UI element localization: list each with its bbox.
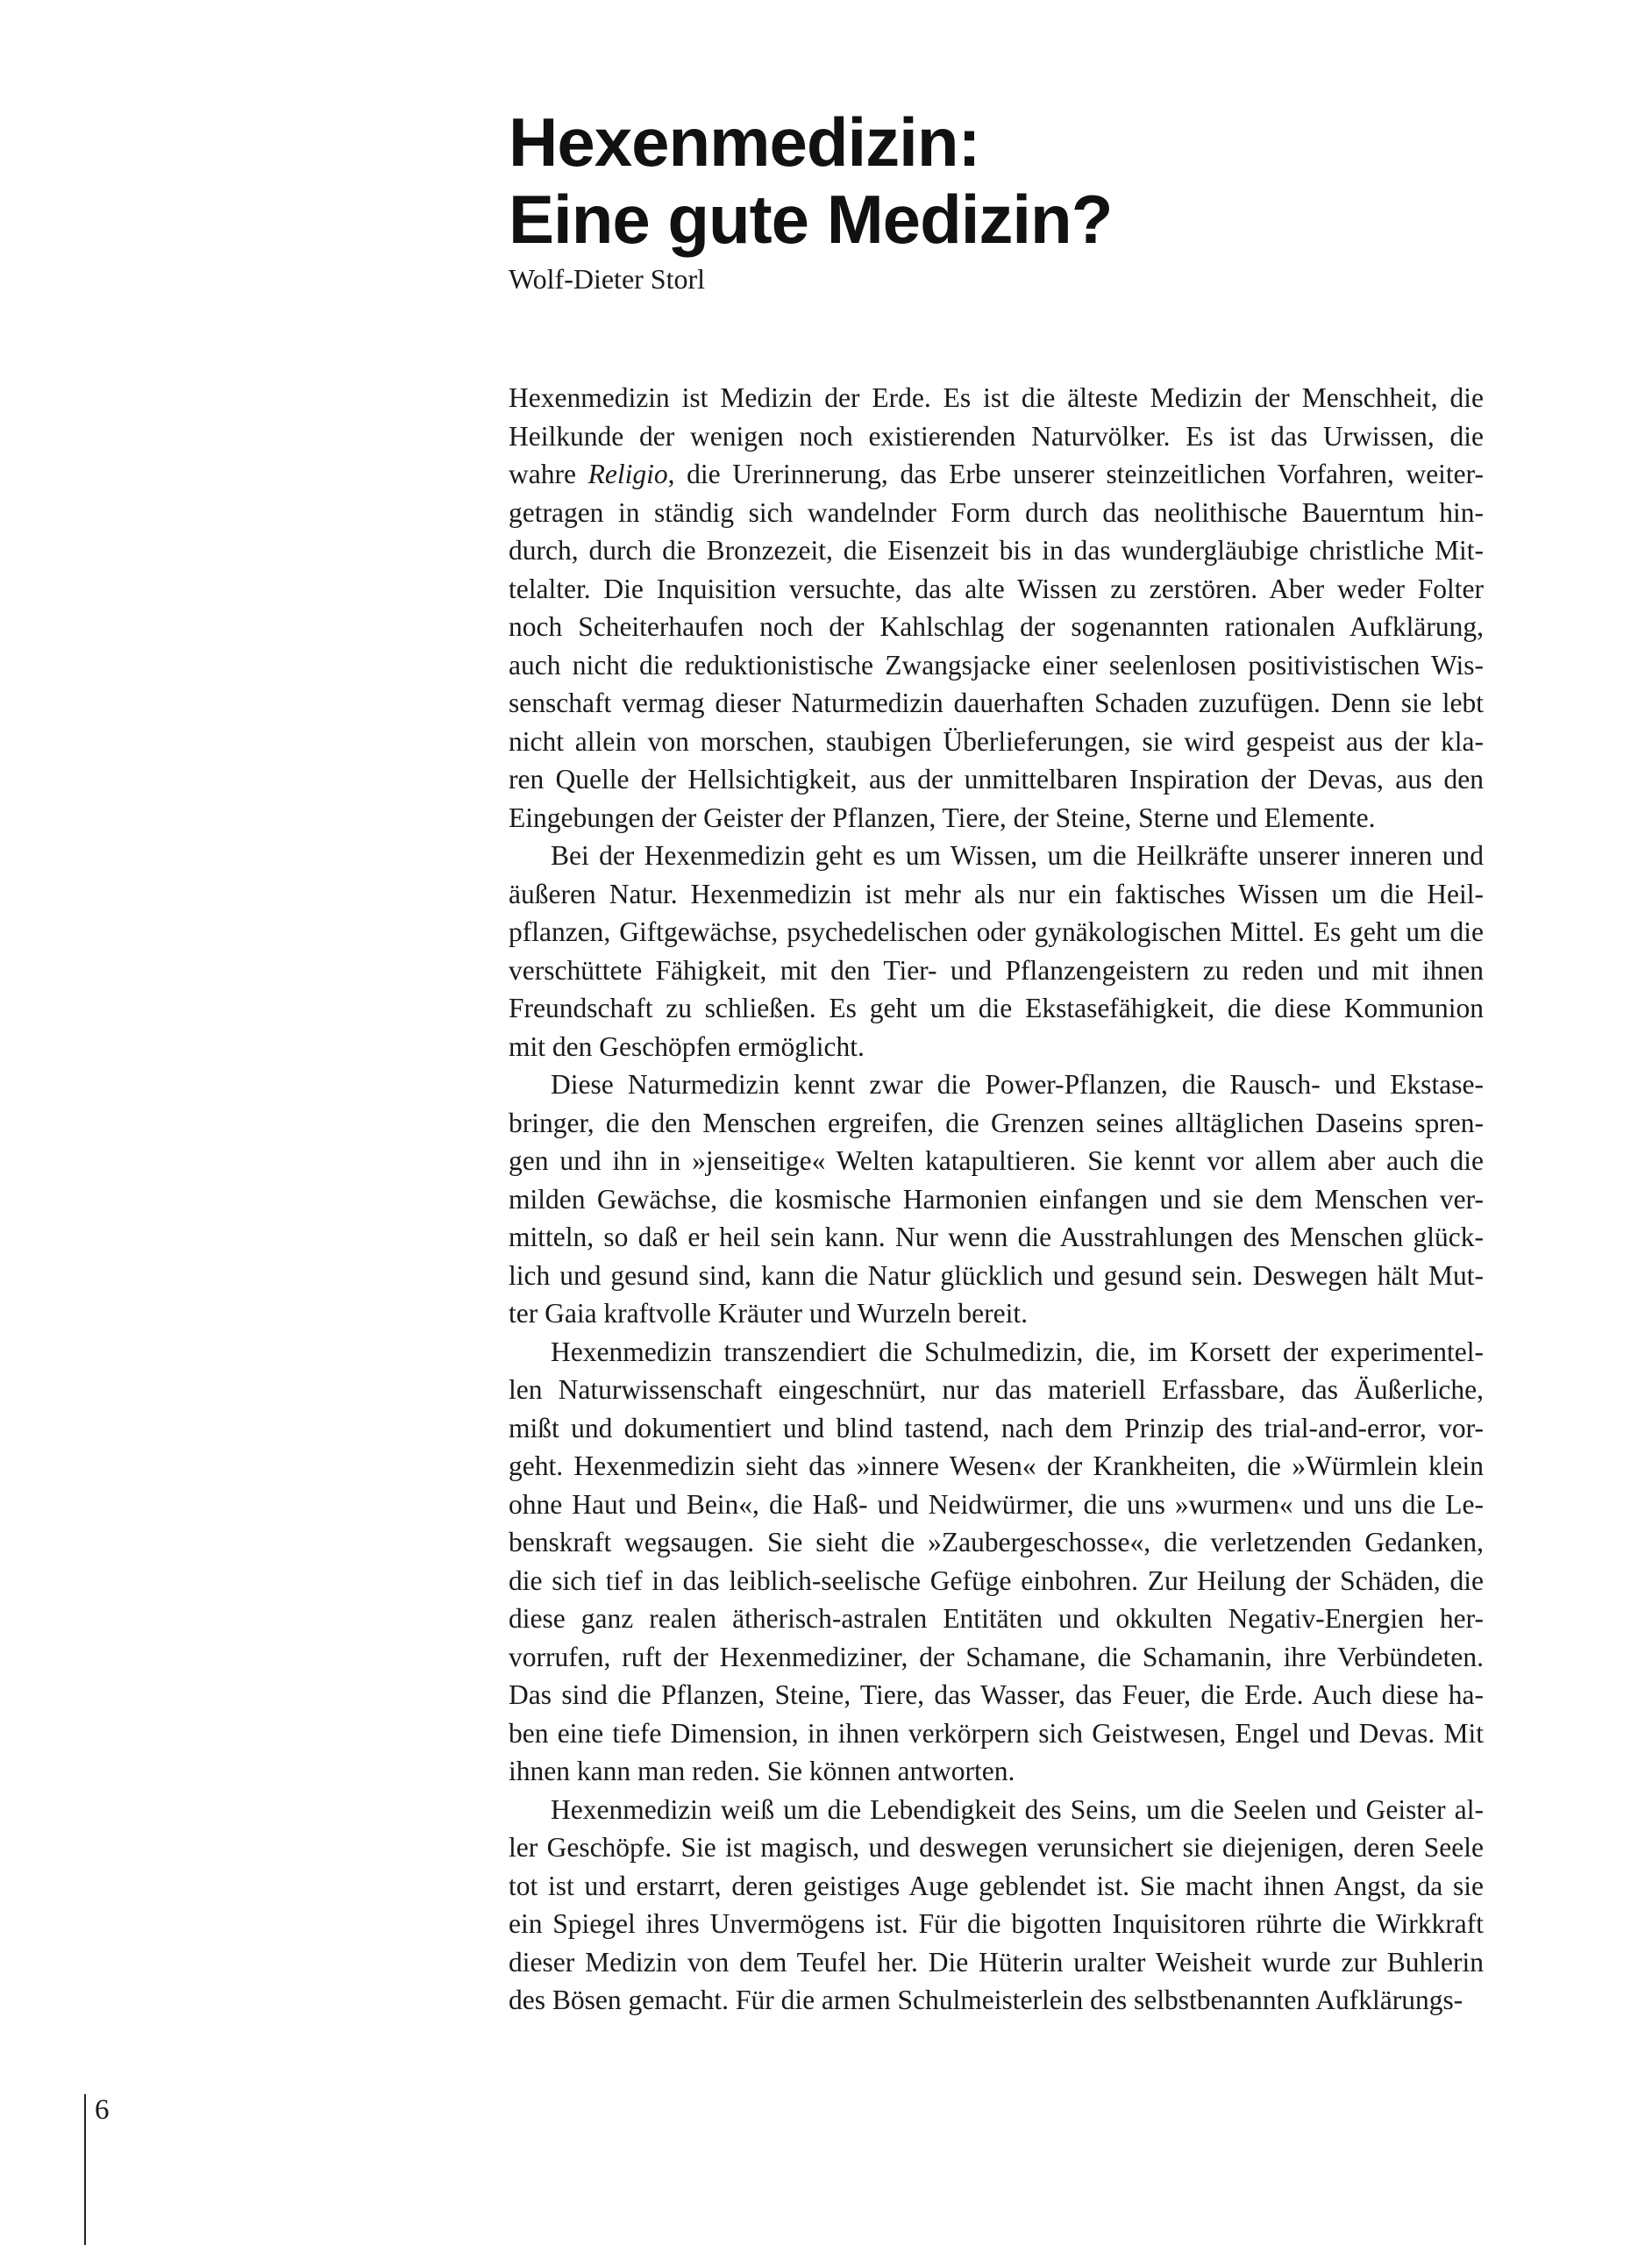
text-line: diese ganz realen ätherisch-astralen Entitäten und okkulten Negativ-Energien her- bbox=[509, 1603, 1484, 1634]
text-line: len Naturwissenschaft eingeschnürt, nur das materiell Erfassbare, das Äußerliche, bbox=[509, 1374, 1484, 1405]
text-line: des Bösen gemacht. Für die armen Schulmeisterlein des selbstbenannten Aufklärungs- bbox=[509, 1985, 1463, 2015]
text-line: benskraft wegsaugen. Sie sieht die »Zaubergeschosse«, die verletzenden Gedanken, bbox=[509, 1527, 1484, 1557]
title-line-2: Eine gute Medizin? bbox=[509, 181, 1113, 258]
author-name: Wolf-Dieter Storl bbox=[509, 263, 706, 295]
text-line: senschaft vermag dieser Naturmedizin dauerhaften Schaden zuzufügen. Denn sie lebt bbox=[509, 688, 1484, 718]
text-line: Freundschaft zu schließen. Es geht um die Ekstasefähigkeit, die diese Kommunion bbox=[509, 993, 1484, 1023]
article-title bbox=[509, 103, 1517, 258]
text-line: verschüttete Fähigkeit, mit den Tier- und Pflanzengeistern zu reden und mit ihnen bbox=[509, 954, 1484, 986]
text-line: gen und ihn in »jenseitige« Welten katapultieren. Sie kennt vor allem aber auch die bbox=[509, 1145, 1484, 1176]
text-line: ben eine tiefe Dimension, in ihnen verkörpern sich Geistwesen, Engel und Devas. Mit bbox=[509, 1717, 1484, 1749]
paragraph bbox=[509, 1791, 1484, 2020]
text-line: lich und gesund sind, kann die Natur glücklich und gesund sein. Deswegen hält Mut- bbox=[509, 1259, 1484, 1291]
text-line: Das sind die Pflanzen, Steine, Tiere, das Wasser, das Feuer, die Erde. Auch diese ha- bbox=[509, 1679, 1484, 1710]
text-line: tot ist und erstarrt, deren geistiges Auge geblendet ist. Sie macht ihnen Angst, da sie bbox=[509, 1870, 1484, 1901]
text-line: Hexenmedizin transzendiert die Schulmedizin, die, im Korsett der experimentel- bbox=[551, 1336, 1484, 1367]
text-line: bringer, die den Menschen ergreifen, die Grenzen seines alltäglichen Daseins spren- bbox=[509, 1107, 1484, 1138]
text-line: noch Scheiterhaufen noch der Kahlschlag der sogenannten rationalen Aufklärung, bbox=[509, 611, 1484, 642]
text-line: Bei der Hexenmedizin geht es um Wissen, um die Heilkräfte unserer inneren und bbox=[551, 840, 1484, 871]
text-line: ler Geschöpfe. Sie ist magisch, und deswegen verunsichert sie diejenigen, deren Seele bbox=[509, 1832, 1484, 1863]
paragraph bbox=[509, 379, 1484, 837]
text-line: Diese Naturmedizin kennt zwar die Power-Pflanzen, die Rausch- und Ekstase- bbox=[551, 1069, 1484, 1100]
text-line: pflanzen, Giftgewächse, psychedelischen oder gynäkologischen Mittel. Es geht um die bbox=[509, 916, 1484, 947]
text-line: Heilkunde der wenigen noch existierenden Naturvölker. Es ist das Urwissen, die bbox=[509, 420, 1484, 452]
page-number: 6 bbox=[95, 2094, 110, 2126]
text-line: mitteln, so daß er heil sein kann. Nur wenn die Ausstrahlungen des Menschen glück- bbox=[509, 1222, 1484, 1252]
text-line: vorrufen, ruft der Hexenmediziner, der Schamane, die Schamanin, ihre Verbündeten. bbox=[509, 1641, 1484, 1672]
page-margin-rule bbox=[84, 2094, 86, 2245]
article-body bbox=[509, 379, 1484, 2020]
text-line: mißt und dokumentiert und blind tastend, nach dem Prinzip des trial-and-error, vor- bbox=[509, 1412, 1484, 1443]
text-line: nicht allein von morschen, staubigen Überlieferungen, sie wird gespeist aus der kla- bbox=[509, 725, 1484, 757]
text-line: auch nicht die reduktionistische Zwangsjacke einer seelenlosen positivistischen Wis- bbox=[509, 649, 1484, 681]
text-line: milden Gewächse, die kosmische Harmonien einfangen und sie dem Menschen ver- bbox=[509, 1183, 1484, 1215]
text-line: ihnen kann man reden. Sie können antworten. bbox=[509, 1756, 1015, 1786]
text-line: die sich tief in das leiblich-seelische Gefüge einbohren. Zur Heilung der Schäden, die bbox=[509, 1564, 1484, 1596]
paragraph bbox=[509, 1333, 1484, 1791]
text-line: telalter. Die Inquisition versuchte, das alte Wissen zu zerstören. Aber weder Folter bbox=[509, 573, 1484, 604]
text-line: äußeren Natur. Hexenmedizin ist mehr als nur ein faktisches Wissen um die Heil- bbox=[509, 878, 1484, 909]
italic-term: Religio bbox=[587, 459, 668, 489]
text-line: getragen in ständig sich wandelnder Form durch das neolithische Bauerntum hin- bbox=[509, 496, 1484, 528]
text-line: Hexenmedizin weiß um die Lebendigkeit des Seins, um die Seelen und Geister al- bbox=[551, 1793, 1484, 1825]
text-line: dieser Medizin von dem Teufel her. Die Hüterin uralter Weisheit wurde zur Buhlerin bbox=[509, 1946, 1484, 1978]
text-line bbox=[509, 455, 1484, 494]
paragraph bbox=[509, 837, 1484, 1065]
text-line: Eingebungen der Geister der Pflanzen, Tiere, der Steine, Sterne und Elemente. bbox=[509, 802, 1376, 833]
text-line: Hexenmedizin ist Medizin der Erde. Es ist die älteste Medizin der Menschheit, die bbox=[509, 382, 1484, 413]
paragraph bbox=[509, 1065, 1484, 1333]
text-fragment: wahre bbox=[509, 459, 588, 489]
text-fragment: , die Urerinnerung, das Erbe unserer steinzeitlichen Vorfahren, weiter- bbox=[667, 459, 1485, 489]
text-line: mit den Geschöpfen ermöglicht. bbox=[509, 1030, 865, 1062]
text-line: ter Gaia kraftvolle Kräuter und Wurzeln bereit. bbox=[509, 1298, 1029, 1329]
text-line: ren Quelle der Hellsichtigkeit, aus der unmittelbaren Inspiration der Devas, aus den bbox=[509, 764, 1484, 795]
title-line-1: Hexenmedizin: bbox=[509, 103, 980, 181]
text-line: durch, durch die Bronzezeit, die Eisenzeit bis in das wundergläubige christliche Mit- bbox=[509, 535, 1484, 566]
text-line: ein Spiegel ihres Unvermögens ist. Für die bigotten Inquisitoren rührte die Wirkkraft bbox=[509, 1908, 1484, 1939]
text-line: ohne Haut und Bein«, die Haß- und Neidwürmer, die uns »wurmen« und uns die Le- bbox=[509, 1488, 1484, 1520]
text-line: geht. Hexenmedizin sieht das »innere Wesen« der Krankheiten, die »Würmlein klein bbox=[509, 1450, 1484, 1481]
